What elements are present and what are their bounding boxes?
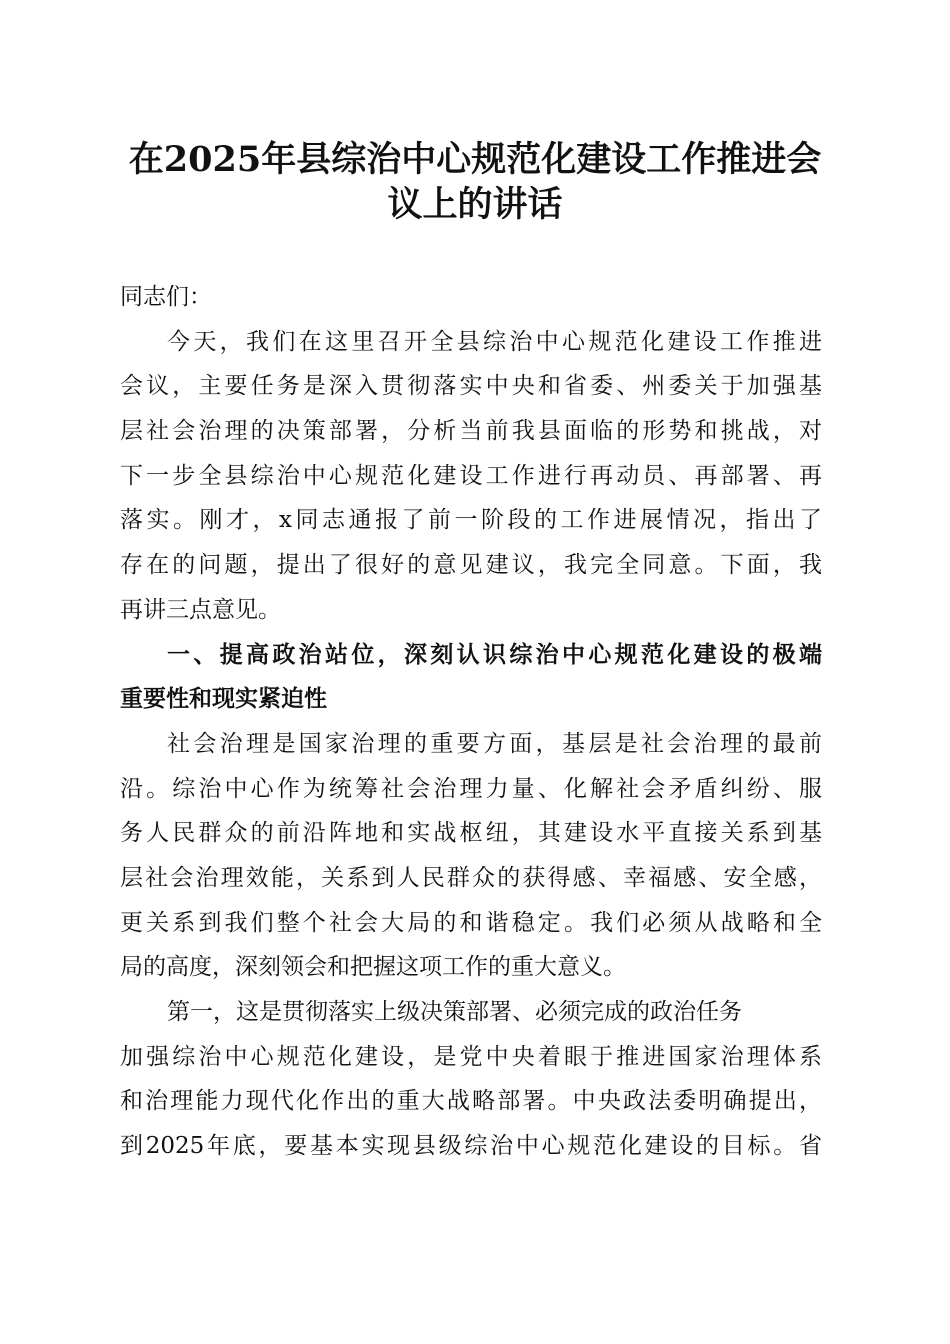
- paragraph-line: 层社会治理的决策部署，分析当前我县面临的形势和挑战，对: [120, 418, 822, 445]
- paragraph-line: 到2025年底，要基本实现县级综治中心规范化建设的目标。省: [120, 1133, 822, 1160]
- paragraph-line: 第一，这是贯彻落实上级决策部署、必须完成的政治任务: [167, 999, 742, 1025]
- paragraph-line: 落实。刚才，x同志通报了前一阶段的工作进展情况，指出了: [120, 507, 822, 534]
- paragraph-line: 今天，我们在这里召开全县综治中心规范化建设工作推进: [167, 328, 822, 355]
- paragraph-line: 一、提高政治站位，深刻认识综治中心规范化建设的极端: [167, 641, 822, 668]
- paragraph-line: 局的高度，深刻领会和把握这项工作的重大意义。: [120, 954, 626, 981]
- paragraph-line: 会议，主要任务是深入贯彻落实中央和省委、州委关于加强基: [120, 373, 822, 400]
- paragraph-line: 存在的问题，提出了很好的意见建议，我完全同意。下面，我: [120, 552, 822, 579]
- paragraph-line: 再讲三点意见。: [120, 596, 281, 623]
- paragraph-line: 社会治理是国家治理的重要方面，基层是社会治理的最前: [167, 730, 822, 757]
- paragraph-line: 加强综治中心规范化建设，是党中央着眼于推进国家治理体系: [120, 1043, 822, 1070]
- paragraph-line: 更关系到我们整个社会大局的和谐稳定。我们必须从战略和全: [120, 909, 822, 936]
- document-body: [120, 275, 822, 1169]
- paragraph: [120, 320, 822, 633]
- paragraph: [120, 1035, 822, 1169]
- paragraph-line: 下一步全县综治中心规范化建设工作进行再动员、再部署、再: [120, 462, 822, 489]
- paragraph: [120, 722, 822, 990]
- title-line-2: 议上的讲话: [387, 184, 563, 225]
- paragraph: [120, 990, 822, 1035]
- section-heading: [120, 633, 822, 722]
- paragraph-line: 重要性和现实紧迫性: [120, 686, 327, 713]
- paragraph-line: 和治理能力现代化作出的重大战略部署。中央政法委明确提出，: [120, 1088, 822, 1115]
- paragraph-line: 务人民群众的前沿阵地和实战枢纽，其建设水平直接关系到基: [120, 820, 822, 847]
- document-title: [110, 137, 840, 227]
- paragraph-line: 层社会治理效能，关系到人民群众的获得感、幸福感、安全感，: [120, 864, 822, 891]
- title-line-1: 在2025年县综治中心规范化建设工作推进会: [128, 139, 822, 180]
- salutation: 同志们：: [120, 284, 212, 310]
- paragraph-line: 沿。综治中心作为统筹社会治理力量、化解社会矛盾纠纷、服: [120, 775, 822, 802]
